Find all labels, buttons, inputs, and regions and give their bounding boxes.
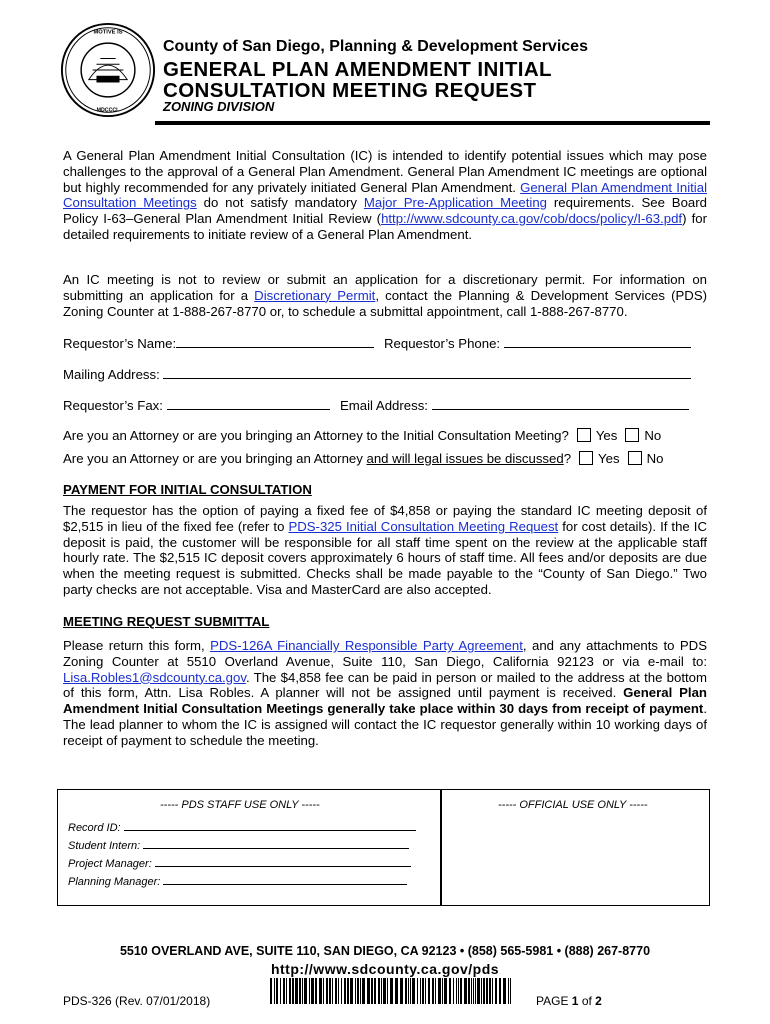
barcode-bar xyxy=(355,978,356,1004)
barcode-bar xyxy=(289,978,291,1004)
gpa-ic-meetings-link[interactable]: General Plan Amendment Initial Consultation Meetings xyxy=(63,179,707,211)
discretionary-permit-link[interactable]: Discretionary Permit xyxy=(254,287,376,303)
student-intern-field: Student Intern: xyxy=(68,838,409,852)
barcode-bar xyxy=(357,978,359,1004)
barcode-bar xyxy=(468,978,470,1004)
email-address-field xyxy=(340,397,689,413)
barcode-bar xyxy=(449,978,451,1004)
barcode-bar xyxy=(319,978,322,1004)
barcode-bar xyxy=(510,978,511,1004)
barcode-bar xyxy=(371,978,373,1004)
barcode-bar xyxy=(338,978,339,1004)
barcode-bar xyxy=(475,978,476,1004)
barcode-bar xyxy=(486,978,488,1004)
barcode-bar xyxy=(405,978,407,1004)
county-department: County of San Diego, Planning & Development Services xyxy=(163,38,588,55)
barcode-bar xyxy=(302,978,303,1004)
barcode-bar xyxy=(344,978,346,1004)
barcode-bar xyxy=(286,978,287,1004)
barcode-bar xyxy=(276,978,278,1004)
requestor-phone-field xyxy=(384,335,691,351)
payment-heading: PAYMENT FOR INITIAL CONSULTATION xyxy=(63,482,312,497)
mailing-address-field xyxy=(63,366,691,382)
barcode-bar xyxy=(299,978,301,1004)
barcode-bar xyxy=(471,978,472,1004)
barcode-bar xyxy=(477,978,480,1004)
barcode-bar xyxy=(422,978,424,1004)
barcode-bar xyxy=(428,978,430,1004)
barcode-bar xyxy=(458,978,459,1004)
barcode-bar xyxy=(329,978,331,1004)
requestor-fax-input[interactable] xyxy=(167,397,330,410)
policy-i63-link[interactable]: http://www.sdcounty.ca.gov/cob/docs/policy/I-63.pdf xyxy=(381,211,683,227)
barcode-bar xyxy=(292,978,294,1004)
barcode-bar xyxy=(499,978,501,1004)
barcode-bar xyxy=(347,978,349,1004)
barcode-bar xyxy=(341,978,342,1004)
barcode-bar xyxy=(304,978,307,1004)
form-title: GENERAL PLAN AMENDMENT INITIAL CONSULTATION MEETING REQUEST xyxy=(163,58,552,102)
submittal-heading: MEETING REQUEST SUBMITTAL xyxy=(63,614,270,629)
intro-paragraph: A General Plan Amendment Initial Consultation (IC) is intended to identify potential issues which may pose challenges to the approval of a General Plan Amendment. General Plan Amendment IC meetings are optional but highly recommended for any privately initiated General Plan Amendment. General Plan Amendment Initial Consultation Meetings do not satisfy mandatory Major Pre-Application Meeting requirements. See Board Policy I-63–General Plan Amendment Initial Review (http://www.sdcounty.ca.gov/cob/docs/policy/I-63.pdf) for detailed requirements to initiate review of a General Plan Amendment. xyxy=(63,148,707,242)
email-address-label: Email Address: xyxy=(340,398,428,413)
barcode-bar xyxy=(315,978,317,1004)
project-manager-field: Project Manager: xyxy=(68,856,411,870)
student-intern-input[interactable] xyxy=(143,838,409,849)
county-seal xyxy=(60,22,156,118)
barcode-bar xyxy=(412,978,415,1004)
page-number: PAGE 1 of 2 xyxy=(536,994,602,1008)
requestor-fax-field xyxy=(63,397,330,413)
barcode-bar xyxy=(280,978,281,1004)
mailing-address-label: Mailing Address: xyxy=(63,367,160,382)
barcode-bar xyxy=(395,978,398,1004)
barcode-bar xyxy=(381,978,382,1004)
record-id-input[interactable] xyxy=(124,820,416,831)
q1-yes-checkbox[interactable] xyxy=(577,428,591,442)
barcode-bar xyxy=(295,978,298,1004)
svg-text:MDCCCL: MDCCCL xyxy=(96,107,120,114)
barcode-bar xyxy=(362,978,365,1004)
barcode-bar xyxy=(400,978,403,1004)
pds-126a-link[interactable]: PDS-126A Financially Responsible Party Agreement xyxy=(210,638,523,653)
email-address-input[interactable] xyxy=(432,397,689,410)
barcode-bar xyxy=(453,978,454,1004)
project-manager-input[interactable] xyxy=(155,856,411,867)
barcode-bar xyxy=(326,978,328,1004)
barcode-bar xyxy=(283,978,285,1004)
attorney-question-2: Are you an Attorney or are you bringing an Attorney and will legal issues be discussed? Yes No xyxy=(63,451,664,466)
barcode-bar xyxy=(420,978,421,1004)
barcode-bar xyxy=(410,978,411,1004)
barcode-bar xyxy=(408,978,409,1004)
barcode-bar xyxy=(483,978,485,1004)
payment-paragraph: The requestor has the option of paying a fixed fee of $4,858 or paying the standard IC meeting deposit of $2,515 in lieu of the fixed fee (refer to PDS-325 Initial Consultation Meeting Request for cost details). If the IC deposit is paid, the customer will be responsible for all staff time spent on the review at the applicable staff hourly rate. The $2,515 IC deposit covers approximately 6 hours of staff time. All fees and/or deposits are due when the meeting request is submitted. Checks shall be made payable to the “County of San Diego.” Two party checks are not acceptable. Visa and MasterCard are also accepted. xyxy=(63,503,707,597)
barcode-bar xyxy=(335,978,337,1004)
form-number: PDS-326 (Rev. 07/01/2018) xyxy=(63,994,211,1008)
barcode-bar xyxy=(432,978,434,1004)
barcode-bar xyxy=(360,978,361,1004)
footer-url[interactable]: http://www.sdcounty.ca.gov/pds xyxy=(270,961,500,977)
requestor-phone-label: Requestor’s Phone: xyxy=(384,336,501,351)
requestor-fax-label: Requestor’s Fax: xyxy=(63,398,163,413)
barcode-bar xyxy=(456,978,457,1004)
lisa-robles-email-link[interactable]: Lisa.Robles1@sdcounty.ca.gov xyxy=(63,669,246,685)
svg-text:MOTIVE IS: MOTIVE IS xyxy=(93,29,123,36)
requestor-name-label: Requestor’s Name: xyxy=(63,336,177,351)
barcode-bar xyxy=(464,978,467,1004)
q1-no-checkbox[interactable] xyxy=(625,428,639,442)
record-id-field: Record ID: xyxy=(68,820,416,834)
pds-staff-use-title: ----- PDS STAFF USE ONLY ----- xyxy=(160,799,320,811)
requestor-phone-input[interactable] xyxy=(504,335,691,348)
barcode-bar xyxy=(435,978,436,1004)
barcode-bar xyxy=(274,978,275,1004)
barcode-bar xyxy=(378,978,380,1004)
barcode-bar xyxy=(323,978,324,1004)
barcode-bar xyxy=(270,978,272,1004)
mailing-address-input[interactable] xyxy=(163,366,691,379)
barcode-bar xyxy=(311,978,314,1004)
barcode-bar xyxy=(473,978,474,1004)
barcode-bar xyxy=(460,978,462,1004)
barcode-bar xyxy=(387,978,388,1004)
barcode-bar xyxy=(438,978,441,1004)
submittal-paragraph: Please return this form, PDS-126A Financially Responsible Party Agreement, and any attachments to PDS Zoning Counter at 5510 Overland Avenue, Suite 110, San Diego, California 92123 or via e-mail to: Lisa.Robles1@sdcounty.ca.gov. The $4,858 fee can be paid in person or mailed to the address at the bottom of this form, Attn. Lisa Robles. A planner will not be assigned until payment is received. General Plan Amendment Initial Consultation Meetings generally take place within 30 days from receipt of payment. The lead planner to whom the IC is assigned will contact the IC requestor generally within 10 working days of receipt of payment to schedule the meeting. xyxy=(63,638,707,748)
barcode-bar xyxy=(444,978,447,1004)
requestor-name-input[interactable] xyxy=(176,335,374,348)
planning-manager-input[interactable] xyxy=(163,874,407,885)
attorney-question-1: Are you an Attorney or are you bringing an Attorney to the Initial Consultation Meeting? Yes No xyxy=(63,428,662,443)
barcode-bar xyxy=(481,978,482,1004)
barcode-bar xyxy=(495,978,497,1004)
barcode-bar xyxy=(492,978,493,1004)
official-use-title: ----- OFFICIAL USE ONLY ----- xyxy=(498,799,648,811)
barcode-bar xyxy=(442,978,443,1004)
major-pre-app-link[interactable]: Major Pre-Application Meeting xyxy=(363,195,548,211)
barcode-bar xyxy=(425,978,426,1004)
barcode-bar xyxy=(417,978,418,1004)
header-rule xyxy=(155,121,710,125)
q2-yes-checkbox[interactable] xyxy=(579,451,593,465)
requestor-name-field xyxy=(63,335,374,351)
footer-address: 5510 OVERLAND AVE, SUITE 110, SAN DIEGO, CA 92123 • (858) 565-5981 • (888) 267-8770 xyxy=(119,944,651,958)
staff-box-divider xyxy=(440,790,442,905)
barcode-bar xyxy=(390,978,393,1004)
barcode-bar xyxy=(374,978,376,1004)
division-name: ZONING DIVISION xyxy=(163,99,275,114)
pds-325-link[interactable]: PDS-325 Initial Consultation Meeting Request xyxy=(288,518,559,534)
barcode-bar xyxy=(383,978,386,1004)
planning-manager-field: Planning Manager: xyxy=(68,874,407,888)
barcode-bar xyxy=(367,978,370,1004)
permit-paragraph: An IC meeting is not to review or submit an application for a discretionary permit. For information on submitting an application for a Discretionary Permit, contact the Planning & Development Services (PDS) Zoning Counter at 1-888-267-8770 or, to schedule a submittal appointment, call 1-888-267-8770. xyxy=(63,272,708,319)
q2-no-checkbox[interactable] xyxy=(628,451,642,465)
barcode xyxy=(270,978,514,1004)
barcode-bar xyxy=(350,978,353,1004)
staff-use-box xyxy=(57,789,710,906)
barcode-bar xyxy=(489,978,491,1004)
barcode-bar xyxy=(332,978,333,1004)
barcode-bar xyxy=(503,978,506,1004)
barcode-bar xyxy=(508,978,509,1004)
barcode-bar xyxy=(309,978,310,1004)
